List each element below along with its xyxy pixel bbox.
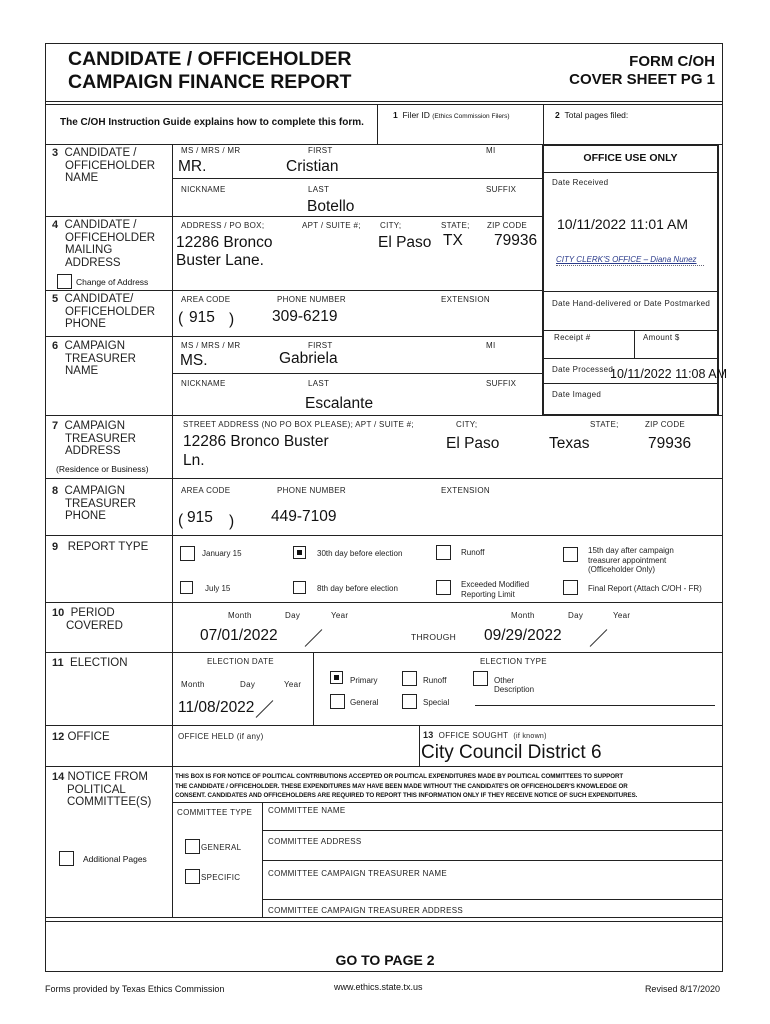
period-from-value[interactable]: 07/01/2022 [200, 627, 278, 644]
filer-id-text: Filer ID [402, 110, 430, 120]
s8-label [52, 485, 136, 523]
s8-label-3: PHONE [65, 510, 106, 522]
report-exceeded-label [461, 580, 529, 600]
s8-number: 8 [52, 485, 59, 497]
election-special-label: Special [423, 698, 450, 707]
s5-label-2: OFFICEHOLDER [65, 305, 156, 318]
report-runoff-label: Runoff [461, 548, 485, 557]
s10-label [52, 607, 123, 632]
election-year-label: Year [284, 680, 302, 689]
s7-zip-value[interactable]: 79936 [648, 435, 692, 452]
election-general-checkbox[interactable] [330, 694, 345, 709]
s6-label-2: TREASURER [65, 352, 136, 365]
s14-notice [175, 772, 637, 801]
other-description-line [475, 705, 715, 706]
office-use-title: OFFICE USE ONLY [583, 152, 678, 164]
election-runoff-label: Runoff [423, 676, 447, 685]
s3-last-value[interactable]: Botello [307, 198, 355, 215]
s14-label-1: NOTICE FROM [67, 771, 148, 783]
s8-area-open: ( [178, 512, 184, 529]
s3-label [52, 147, 155, 185]
change-of-address-checkbox[interactable] [57, 274, 72, 289]
s6-label [52, 340, 136, 378]
committee-specific-label: SPECIFIC [201, 873, 241, 882]
s7-col-street: STREET ADDRESS (NO PO BOX PLEASE); APT / SUITE #; [183, 420, 414, 429]
s13-number: 13 [423, 730, 434, 740]
s4-address-line1[interactable]: 12286 Bronco [176, 234, 273, 251]
report-15day-label [588, 546, 674, 575]
committee-general-checkbox[interactable] [185, 839, 200, 854]
s12-label [52, 731, 110, 744]
report-15day-line2: treasurer appointment [588, 555, 667, 565]
s14-notice-line2: THE CANDIDATE / OFFICEHOLDER. THESE EXPENDITURES MAY HAVE BEEN MADE WITHOUT THE CANDIDATE'S OR OFFICEHOLDER'S KNOWLEDGE OR [175, 782, 628, 790]
s6-label-3: NAME [65, 365, 99, 377]
s8-col-ext: EXTENSION [441, 486, 490, 495]
s8-col-phone: PHONE NUMBER [277, 486, 346, 495]
s5-col-ext: EXTENSION [441, 295, 490, 304]
s12-number: 12 [52, 731, 65, 743]
s3-label-2: OFFICEHOLDER [65, 159, 156, 172]
report-jan15-label: January 15 [202, 549, 242, 558]
through-label: THROUGH [411, 632, 457, 642]
s5-label-3: PHONE [65, 318, 106, 330]
s7-label [52, 420, 136, 458]
committee-general-label: GENERAL [201, 843, 242, 852]
filer-id-number: 1 [393, 110, 398, 120]
form-title-line1: CANDIDATE / OFFICEHOLDER [68, 48, 352, 70]
s5-area-value[interactable]: 915 [189, 309, 215, 326]
s14-label-3: COMMITTEE(S) [67, 796, 152, 808]
election-other-line2: Description [494, 685, 535, 694]
s7-label-1: CAMPAIGN [64, 420, 126, 432]
s7-col-zip: ZIP CODE [645, 420, 686, 429]
office-sought-text: OFFICE SOUGHT [438, 731, 509, 740]
additional-pages-label: Additional Pages [83, 854, 147, 864]
s10-to-year: Year [613, 611, 631, 620]
date-received-value: 10/11/2022 11:01 AM [557, 216, 689, 232]
election-other-line1: Other [494, 676, 515, 685]
s8-label-1: CAMPAIGN [64, 485, 126, 497]
s8-col-area: AREA CODE [181, 486, 231, 495]
form-title-line2: CAMPAIGN FINANCE REPORT [68, 71, 352, 93]
committee-treasurer-name-label: COMMITTEE CAMPAIGN TREASURER NAME [268, 869, 447, 878]
s6-col-suffix: SUFFIX [486, 379, 517, 388]
date-processed-value: 10/11/2022 11:08 AM [610, 367, 727, 381]
office-sought-label [423, 730, 547, 740]
s14-label-2: POLITICAL [67, 783, 126, 796]
s5-col-area: AREA CODE [181, 295, 231, 304]
election-other-checkbox[interactable] [473, 671, 488, 686]
date-imaged-label: Date Imaged [552, 390, 602, 399]
s14-notice-line1: THIS BOX IS FOR NOTICE OF POLITICAL CONTRIBUTIONS ACCEPTED OR POLITICAL EXPENDITURES MADE BY POLITICAL COMMITTEES TO SUPPORT [175, 773, 624, 780]
date-hand-delivered-label: Date Hand-delivered or Date Postmarked [552, 299, 711, 308]
s4-city-value[interactable]: El Paso [378, 234, 432, 251]
election-primary-checkbox[interactable] [330, 671, 343, 684]
form-code: FORM C/OH [629, 53, 715, 70]
footer-url[interactable]: www.ethics.state.tx.us [334, 982, 423, 992]
election-day-label: Day [240, 680, 256, 689]
s10-label-2: COVERED [66, 619, 123, 632]
office-sought-value[interactable]: City Council District 6 [421, 742, 602, 763]
date-processed-label: Date Processed [552, 365, 614, 374]
s10-to-day: Day [568, 611, 584, 620]
s6-prefix-value[interactable]: MS. [180, 352, 208, 369]
s14-notice-line3: CONSENT. CANDIDATES AND OFFICEHOLDERS ARE REQUIRED TO REPORT THIS INFORMATION ONLY IF THEY RECEIVE NOTICE OF SUCH EXPENDITURES. [175, 792, 638, 799]
s8-phone-value[interactable]: 449-7109 [271, 508, 337, 525]
s3-col-first: FIRST [308, 146, 333, 155]
election-primary-label: Primary [350, 676, 378, 685]
period-to-value[interactable]: 09/29/2022 [484, 627, 562, 644]
election-special-checkbox[interactable] [402, 694, 417, 709]
additional-pages-checkbox[interactable] [59, 851, 74, 866]
s3-prefix-value[interactable]: MR. [178, 158, 207, 175]
s7-number: 7 [52, 420, 59, 432]
s5-col-phone: PHONE NUMBER [277, 295, 346, 304]
report-15day-line3: (Officeholder Only) [588, 565, 655, 574]
s6-col-first: FIRST [308, 341, 333, 350]
election-runoff-checkbox[interactable] [402, 671, 417, 686]
form-page-label: COVER SHEET PG 1 [569, 71, 715, 88]
s4-col-city: CITY; [380, 221, 402, 230]
report-jul15-checkbox[interactable] [180, 581, 193, 594]
s6-col-nickname: NICKNAME [181, 379, 226, 388]
s5-number: 5 [52, 293, 59, 305]
date-received-label: Date Received [552, 178, 609, 187]
filer-id-sub: (Ethics Commission Filers) [432, 113, 510, 120]
s4-col-state: STATE; [441, 221, 470, 230]
report-final-checkbox[interactable] [563, 580, 578, 595]
s6-last-value[interactable]: Escalante [305, 395, 374, 412]
report-30day-checkbox[interactable] [293, 546, 306, 559]
receipt-label: Receipt # [554, 333, 591, 342]
stamp-fine-print [556, 265, 704, 270]
election-other-label [494, 676, 534, 694]
election-date-label: ELECTION DATE [207, 657, 274, 666]
total-pages-label [555, 110, 628, 120]
s9-label [52, 541, 148, 554]
s6-number: 6 [52, 340, 59, 352]
s5-area-open: ( [178, 310, 184, 327]
s4-number: 4 [52, 219, 59, 231]
committee-name-label: COMMITTEE NAME [268, 806, 346, 815]
s10-number: 10 [52, 607, 65, 619]
s8-label-2: TREASURER [65, 497, 136, 510]
s10-label-1: PERIOD [70, 607, 115, 619]
s3-number: 3 [52, 147, 59, 159]
election-type-label: ELECTION TYPE [480, 657, 547, 666]
report-jul15-label: July 15 [205, 584, 231, 593]
s3-col-suffix: SUFFIX [486, 185, 517, 194]
s10-from-day: Day [285, 611, 301, 620]
report-exceeded-checkbox[interactable] [436, 580, 451, 595]
s7-residence-note: (Residence or Business) [56, 464, 149, 474]
filer-id-label [393, 110, 510, 120]
s4-label-4: ADDRESS [65, 256, 121, 269]
s4-label-1: CANDIDATE / [64, 219, 137, 231]
s4-address-line2[interactable]: Buster Lane. [176, 252, 264, 269]
footer-revised: Revised 8/17/2020 [644, 984, 720, 994]
election-date-value[interactable]: 11/08/2022 [178, 699, 255, 716]
committee-treasurer-address-label: COMMITTEE CAMPAIGN TREASURER ADDRESS [268, 906, 463, 915]
s7-city-value[interactable]: El Paso [446, 435, 500, 452]
change-of-address-label: Change of Address [76, 277, 149, 287]
s14-number: 14 [52, 771, 65, 783]
s4-label [52, 219, 155, 269]
office-sought-sub: (if known) [513, 733, 547, 740]
election-general-label: General [350, 698, 379, 707]
s7-label-3: ADDRESS [65, 445, 121, 457]
s3-col-last: LAST [308, 185, 330, 194]
report-exceeded-line2: Reporting Limit [461, 590, 515, 599]
s5-label [52, 293, 155, 331]
s7-col-state: STATE; [590, 420, 619, 429]
s12-label-text: OFFICE [67, 731, 110, 743]
s6-col-mi: MI [486, 341, 496, 350]
s9-number: 9 [52, 541, 59, 553]
s5-area-close: ) [229, 311, 235, 328]
report-15day-checkbox[interactable] [563, 547, 578, 562]
committee-specific-checkbox[interactable] [185, 869, 200, 884]
s6-first-value[interactable]: Gabriela [279, 350, 338, 367]
s8-area-value[interactable]: 915 [187, 509, 213, 526]
total-pages-number: 2 [555, 110, 560, 120]
instruction-text: The C/OH Instruction Guide explains how to complete this form. [60, 117, 364, 128]
report-15day-line1: 15th day after campaign [588, 546, 674, 555]
s6-col-last: LAST [308, 379, 330, 388]
s7-state-value[interactable]: Texas [549, 435, 590, 452]
s5-phone-value[interactable]: 309-6219 [272, 308, 338, 325]
s4-state-value[interactable]: TX [443, 232, 463, 249]
office-held-label: OFFICE HELD (if any) [178, 732, 264, 741]
s6-col-prefix: MS / MRS / MR [181, 341, 241, 350]
s8-area-close: ) [229, 513, 235, 530]
s11-number: 11 [52, 657, 64, 669]
report-8day-label: 8th day before election [317, 584, 398, 593]
s3-col-mi: MI [486, 146, 496, 155]
report-exceeded-line1: Exceeded Modified [461, 580, 530, 589]
committee-address-label: COMMITTEE ADDRESS [268, 837, 362, 846]
report-jan15-checkbox[interactable] [180, 546, 195, 561]
s5-label-1: CANDIDATE/ [64, 293, 134, 305]
go-to-page-2[interactable]: GO TO PAGE 2 [335, 952, 435, 968]
report-30day-label: 30th day before election [317, 549, 403, 558]
election-month-label: Month [181, 680, 205, 689]
footer-provided: Forms provided by Texas Ethics Commission [45, 984, 225, 994]
s7-street-line2[interactable]: Ln. [183, 452, 205, 469]
s4-col-address: ADDRESS / PO BOX; [181, 221, 265, 230]
s3-label-3: NAME [65, 172, 99, 184]
s14-label [52, 771, 151, 809]
report-8day-checkbox[interactable] [293, 581, 306, 594]
s7-street-line1[interactable]: 12286 Bronco Buster [183, 433, 329, 450]
s9-label-text: REPORT TYPE [67, 541, 149, 553]
s11-label [52, 657, 128, 670]
s10-to-month: Month [511, 611, 535, 620]
s3-col-nickname: NICKNAME [181, 185, 226, 194]
committee-type-label: COMMITTEE TYPE [177, 808, 253, 817]
s3-first-value[interactable]: Cristian [286, 158, 339, 175]
report-final-label: Final Report (Attach C/OH - FR) [588, 584, 702, 593]
s3-label-1: CANDIDATE / [64, 147, 137, 159]
received-stamp: CITY CLERK'S OFFICE – Diana Nunez [556, 255, 697, 264]
s4-col-zip: ZIP CODE [487, 221, 528, 230]
amount-label: Amount $ [643, 333, 680, 342]
s4-label-2: OFFICEHOLDER [65, 231, 156, 244]
s4-zip-value[interactable]: 79936 [494, 232, 538, 249]
s7-col-city: CITY; [456, 420, 478, 429]
total-pages-text: Total pages filed: [564, 110, 629, 120]
s4-col-apt: APT / SUITE #; [302, 221, 361, 230]
s10-from-year: Year [331, 611, 349, 620]
s10-from-month: Month [228, 611, 252, 620]
report-runoff-checkbox[interactable] [436, 545, 451, 560]
s4-label-3: MAILING [65, 244, 113, 256]
s11-label-text: ELECTION [70, 657, 128, 669]
s3-col-prefix: MS / MRS / MR [181, 146, 241, 155]
s6-label-1: CAMPAIGN [64, 340, 126, 352]
s7-label-2: TREASURER [65, 432, 136, 445]
